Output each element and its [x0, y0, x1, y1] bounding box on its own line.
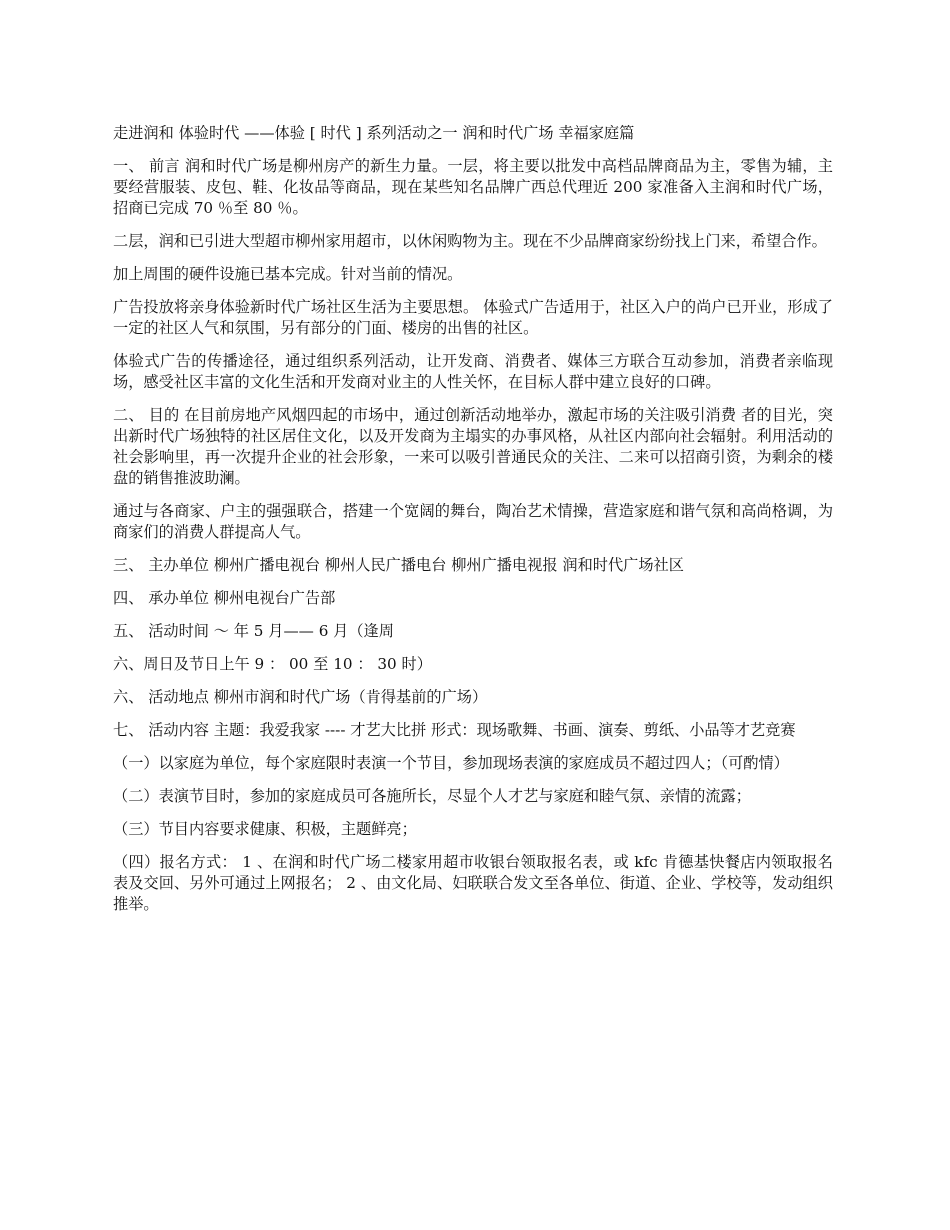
paragraph-organizers: 三、 主办单位 柳州广播电视台 柳州人民广播电台 柳州广播电视报 润和时代广场社区: [113, 556, 684, 574]
paragraph-purpose: 二、 目的 在目前房地产风烟四起的市场中，通过创新活动地举办，激起市场的关注吸引消费 者的目光，突出新时代广场独特的社区居住文化，以及开发商为主塌实的办事风格，从社区内部向社会辐射。利用活动的社会影响里，再一次提升企业的社会形象，一来可以吸引普通民众的关注、二来可以招商引资，为剩余的楼盘的销售推波助澜。: [113, 406, 833, 487]
paragraph-rule-3: （三）节目内容要求健康、积极，主题鲜亮；: [113, 820, 417, 838]
paragraph-time-detail: 六、周日及节日上午 9 ： 00 至 10 ： 30 时）: [113, 655, 432, 673]
paragraph-ad-strategy: 广告投放将亲身体验新时代广场社区生活为主要思想。 体验式广告适用于，社区入户的尚户已开业，形成了一定的社区人气和氛围，另有部分的门面、楼房的出售的社区。: [113, 298, 833, 337]
paragraph-facilities: 加上周围的硬件设施已基本完成。针对当前的情况。: [113, 265, 463, 283]
paragraph-alliance: 通过与各商家、户主的强强联合，搭建一个宽阔的舞台，陶冶艺术情操，营造家庭和谐气氛和高尚格调，为商家们的消费人群提高人气。: [113, 502, 833, 541]
paragraph-rule-1: （一）以家庭为单位，每个家庭限时表演一个节目，参加现场表演的家庭成员不超过四人；（可酌情）: [113, 754, 789, 772]
paragraph-ad-channels: 体验式广告的传播途径，通过组织系列活动，让开发商、消费者、媒体三方联合互动参加，消费者亲临现场，感受社区丰富的文化生活和开发商对业主的人性关怀，在目标人群中建立良好的口碑。: [113, 352, 833, 391]
document-title: 走进润和 体验时代 ——体验 [ 时代 ] 系列活动之一 润和时代广场 幸福家庭篇: [113, 124, 635, 142]
paragraph-rule-2: （二）表演节目时，参加的家庭成员可各施所长，尽显个人才艺与家庭和睦气氛、亲情的流露；: [113, 787, 751, 805]
paragraph-content: 七、 活动内容 主题：我爱我家 ---- 才艺大比拼 形式：现场歌舞、书画、演奏、剪纸、小品等才艺竞赛: [113, 721, 796, 739]
paragraph-undertaker: 四、 承办单位 柳州电视台广告部: [113, 589, 336, 607]
paragraph-location: 六、 活动地点 柳州市润和时代广场（肯得基前的广场）: [113, 688, 488, 706]
paragraph-preface: 一、 前言 润和时代广场是柳州房产的新生力量。一层，将主要以批发中高档品牌商品为主，零售为辅，主要经营服装、皮包、鞋、化妆品等商品，现在某些知名品牌广西总代理近 200 家准备入主润和时代广场，招商已完成 70 ％至 80 ％。: [113, 157, 833, 217]
paragraph-time: 五、 活动时间 ～ 年 5 月—— 6 月（逢周: [113, 622, 394, 640]
paragraph-rule-4: （四）报名方式： 1 、在润和时代广场二楼家用超市收银台领取报名表，或 kfc 肯德基快餐店内领取报名表及交回、另外可通过上网报名； 2 、由文化局、妇联联合发文至各单位、街道、企业、学校等，发动组织推举。: [113, 853, 833, 913]
document-page: [113, 123, 833, 927]
paragraph-second-floor: 二层，润和已引进大型超市柳州家用超市，以休闲购物为主。现在不少品牌商家纷纷找上门来，希望合作。: [113, 232, 827, 250]
